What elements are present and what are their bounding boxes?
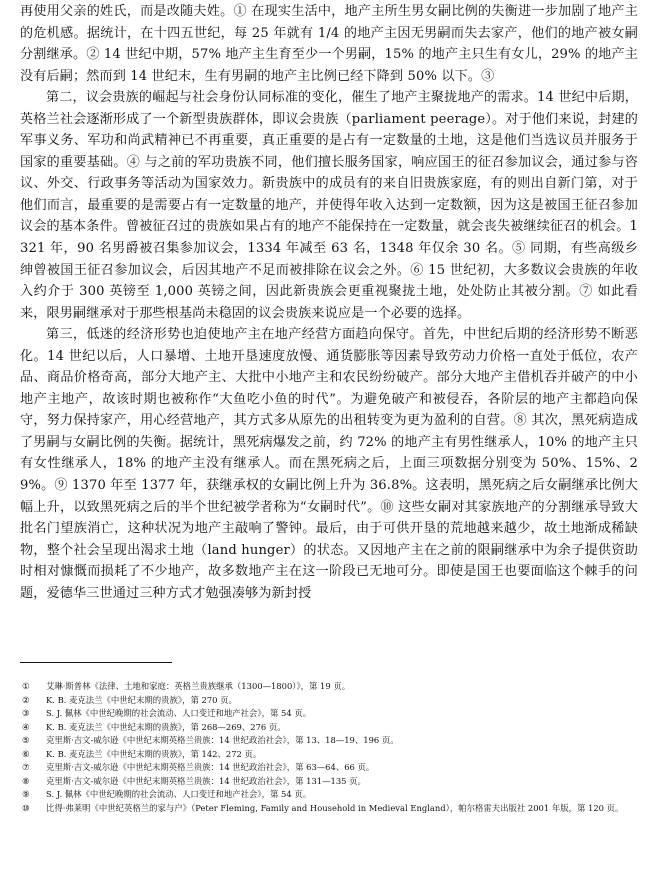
footnote-divider	[20, 662, 172, 663]
footnote-number: ④	[22, 721, 30, 732]
footnote-text: 艾琳·斯普林《法律、土地和家庭：英格兰贵族继承（1300—1800）》，第 19 页。	[46, 681, 351, 691]
footnote-number: ⑨	[22, 789, 30, 799]
main-text	[20, 1, 638, 604]
footnote-text: S. J. 佩林《中世纪晚期的社会流动、人口变迁和地产社会》，第 54 页。	[46, 708, 312, 718]
paragraph-3: 第三，低迷的经济形势也迫使地产主在地产经营方面趋向保守。首先，中世纪后期的经济形势不断恶化。14 世纪以后，人口暴增、土地开垦速度放慢、通货膨胀等因素导致劳动力价格一直处于低位，农产品、商品价格奇高，部分大地产主、大批中小地产主和农民纷纷破产。部分大地产主借机吞并破产的中小地产主地产，故该时期也被称作“大鱼吃小鱼的时代”。为避免破产和被侵吞，各阶层的地产主都趋向保守，努力保持家产，用心经营地产，其方式多从原先的出租转变为更为盈利的自营。⑧ 其次，黑死病造成了男嗣与女嗣比例的失衡。据统计，黑死病爆发之前，约 72% 的地产主有男性继承人，10% 的地产主只有女性继承人，18% 的地产主没有继承人。而在黑死病之后，上面三项数据分别变为 50%、15%、29%。⑨ 1370 年至 1377 年，获继承权的女嗣比例上升为 36.8%。这表明，黑死病之后女嗣继承比例大幅上升，以致黑死病之后的半个世纪被学者称为“女嗣时代”。⑩ 这些女嗣对其家族地产的分割继承导致大批名门望族消亡，这种状况为地产主敲响了警钟。最后，由于可供开垦的荒地越来越少，故土地渐成稀缺物，整个社会呈现出渴求土地（land hunger）的状态。又因地产主在之前的限嗣继承中为余子提供资助时相对慷慨而损耗了不少地产，故多数地产主在这一阶段已无地可分。即使是国王也要面临这个棘手的问题，爱德华三世通过三种方式才勉强凑够为新封授	[20, 327, 638, 601]
footnote-7	[20, 761, 638, 775]
footnote-text: 比得·弗莱明《中世纪英格兰的家与户》（Peter Fleming, Family and Household in Medieval England），帕尔格雷夫出版社 2001 年版，第 120 页。	[46, 802, 624, 813]
footnote-text: 克里斯·吉文-威尔逊《中世纪末期英格兰贵族：14 世纪政治社会》，第 131—135 页。	[46, 775, 366, 786]
footnote-10	[20, 802, 638, 816]
footnote-text: 克里斯·吉文-威尔逊《中世纪末期英格兰贵族：14 世纪政治社会》，第 63—64、66 页。	[46, 762, 375, 772]
footnote-number: ⑤	[22, 735, 30, 745]
footnote-number: ②	[22, 694, 30, 705]
document-page	[20, 0, 638, 813]
paragraph-2: 第二，议会贵族的崛起与社会身份认同标准的变化，催生了地产主聚拢地产的需求。14 世纪中后期，英格兰社会逐渐形成了一个新型贵族群体，即议会贵族（parliament peerage）。对于他们来说，封建的军事义务、军功和尚武精神已不再重要，真正重要的是占有一定数量的土地，这是他们当选议员并服务于国家的重要基础。④ 与之前的军功贵族不同，他们擅长服务国家，响应国王的征召参加议会，通过参与咨议、外交、行政事务等活动为国家效力。新贵族中的成员有的来自旧贵族家庭，有的则出自新门第，对于他们而言，最重要的是需要占有一定数量的地产，并使得年收入达到一定数额，因为这是被国王征召参加议会的基本条件。曾被征召过的贵族如果占有的地产不能保持在一定数量，就会丧失被继续征召的机会。1321 年，90 名男爵被召集参加议会，1334 年减至 63 名，1348 年仅余 30 名。⑤ 同期，有些高级乡绅曾被国王征召参加议会，后因其地产不足而被排除在议会之外。⑥ 15 世纪初，大多数议会贵族的年收入约介于 300 英镑至 1,000 英镑之间，因此新贵族会更重视聚拢土地，处处防止其被分割。⑦ 如此看来，限男嗣继承对于那些根基尚未稳固的议会贵族来说应是一个必要的选择。	[20, 90, 638, 321]
footnote-number: ⑩	[22, 802, 30, 813]
footnotes	[20, 680, 638, 815]
footnote-text: K. B. 麦克法兰《中世纪末期的贵族》，第 270 页。	[46, 694, 237, 705]
footnote-9	[20, 788, 638, 802]
paragraph-1: 再使用父亲的姓氏，而是改随夫姓。① 在现实生活中，地产主所生男女嗣比例的失衡进一步加剧了地产主的危机感。据统计，在十四五世纪，每 25 年就有 1/4 的地产主因无男嗣而失去家产，他们的地产被女嗣分割继承。② 14 世纪中期，57% 地产主生育至少一个男嗣，15% 的地产主只生有女儿，29% 的地产主没有后嗣；然而到 14 世纪末，生有男嗣的地产主比例已经下降到 50% 以下。③	[20, 4, 638, 84]
footnote-text: 克里斯·吉文-威尔逊《中世纪末期英格兰贵族：14 世纪政治社会》，第 13、18—19、196 页。	[46, 735, 399, 745]
footnote-number: ⑥	[22, 748, 30, 759]
footnote-3	[20, 707, 638, 721]
footnote-2	[20, 694, 638, 708]
footnote-text: K. B. 麦克法兰《中世纪末期的贵族》，第 268—269、276 页。	[46, 721, 286, 732]
footnote-4	[20, 721, 638, 735]
footnote-5	[20, 734, 638, 748]
footnote-text: K. B. 麦克法兰《中世纪末期的贵族》，第 142、272 页。	[46, 748, 262, 759]
footnote-number: ③	[22, 708, 30, 718]
footnote-number: ①	[22, 681, 30, 691]
footnote-1	[20, 680, 638, 694]
footnote-text: S. J. 佩林《中世纪晚期的社会流动、人口变迁和地产社会》，第 54 页。	[46, 789, 312, 799]
footnote-6	[20, 748, 638, 762]
footnote-number: ⑧	[22, 775, 30, 786]
footnote-8	[20, 775, 638, 789]
footnote-number: ⑦	[22, 762, 30, 772]
